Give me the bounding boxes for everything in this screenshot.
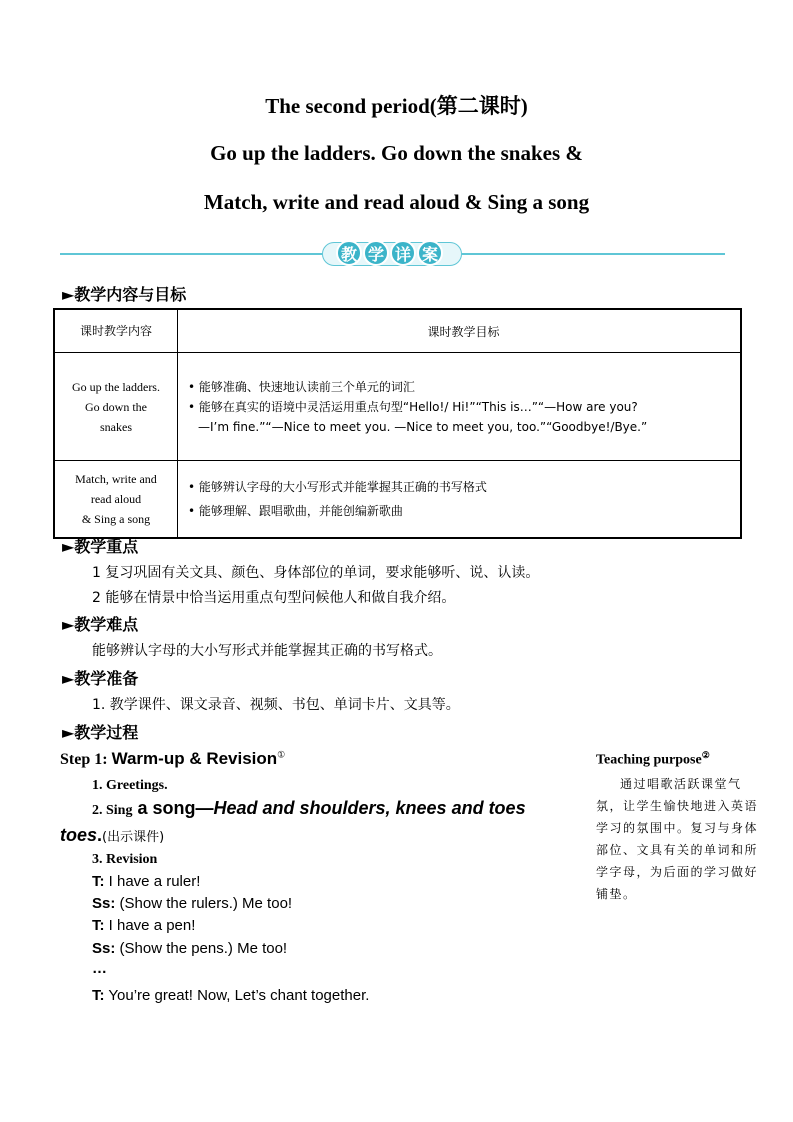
speaker: T: [92,917,105,934]
cell-line: Go down the [85,399,147,414]
heading-difficult-points: ►教学难点 [62,615,139,634]
step-label: Step 1: [60,751,112,768]
utterance: (Show the pens.) Me too! [115,940,288,957]
heading-key-points: ►教学重点 [62,537,139,556]
goal-item: • 能够准确、快速地认读前三个单元的词汇 [188,379,415,394]
speaker: T: [92,873,105,890]
footnote-mark: ② [701,750,710,760]
song-title-end: toes [60,825,98,845]
step-item-greetings: 1. Greetings. [92,778,168,793]
page-title: The second period(第二课时) [265,94,528,118]
utterance: I have a pen! [104,917,196,934]
dialogue-line [92,873,200,890]
footnote-mark: ① [277,749,286,760]
goal-item: • 能够辨认字母的大小写形式并能掌握其正确的书写格式 [188,480,487,494]
goal-item: • 能够理解、跟唱歌曲，并能创编新歌曲 [188,504,403,518]
goal-item: —I’m fine.”“—Nice to meet you. —Nice to meet you, too.”“Goodbye!/Bye.” [198,419,648,434]
table-row [54,353,741,461]
speaker: Ss: [92,895,116,912]
goal-item: • 能够在真实的语境中灵活运用重点句型“Hello!/ Hi!”“This is…”“—How are you? [188,399,638,414]
heading-content-goals: ►教学内容与目标 [62,285,187,304]
dialogue-line [92,987,369,1004]
preparation-item: 1. 教学课件、课文录音、视频、书包、单词卡片、文具等。 [92,697,460,713]
step-item-revision: 3. Revision [92,852,158,867]
speaker: T: [92,987,105,1004]
table-header-row [54,309,741,353]
key-point-item: 1 复习巩固有关文具、颜色、身体部位的单词，要求能够听、说、认读。 [92,565,540,581]
lesson-title-line2: Match, write and read aloud & Sing a song [203,190,590,214]
step-name: Warm-up & Revision [111,749,278,768]
section-banner [322,240,462,268]
song-prefix: a song— [132,798,214,818]
cell-line: snakes [100,419,132,434]
dialogue-line [92,960,107,977]
cell-line: & Sing a song [81,512,151,526]
utterance: (Show the rulers.) Me too! [115,895,293,912]
goals-table [53,308,742,539]
dialogue-line [92,895,292,912]
utterance: You’re great! Now, Let’s chant together. [104,987,370,1004]
table-cell-content [54,461,178,539]
banner-char: 教 [336,240,362,266]
banner-char: 学 [363,240,389,266]
table-row [54,461,741,539]
table-cell-goals [178,461,742,539]
divider-right [462,253,725,255]
cell-line: read aloud [90,492,142,506]
cell-line: Match, write and [75,472,157,486]
heading-process: ►教学过程 [62,723,139,742]
banner-char: 详 [390,240,416,266]
teaching-purpose-note [596,750,768,905]
table-header-cell: 课时教学内容 [54,309,178,353]
divider-left [60,253,322,255]
speaker: … [92,960,107,977]
song-title-wrap [60,825,164,846]
utterance: I have a ruler! [104,873,201,890]
note-body: 通过唱歌活跃课堂气氛，让学生愉快地进入英语学习的氛围中。复习与身体部位、文具有关的单词和所学字母，为后面的学习做好铺垫。 [596,776,759,901]
song-end-punct: . [97,825,103,845]
note-title-text: Teaching purpose [596,752,702,768]
lesson-title-line1: Go up the ladders. Go down the snakes & [210,141,583,165]
heading-preparation: ►教学准备 [62,669,139,688]
table-cell-goals [178,353,742,461]
cell-line: Go up the ladders. [72,379,160,394]
difficult-point-item: 能够辨认字母的大小写形式并能掌握其正确的书写格式。 [92,643,442,659]
speaker: Ss: [92,940,116,957]
step1-title [60,749,285,769]
song-title: Head and shoulders, knees and toes [213,798,526,818]
song-note: (出示课件) [102,830,165,845]
banner-char: 案 [417,240,443,266]
note-title [596,750,768,769]
dialogue-line [92,940,287,957]
table-cell-content [54,353,178,461]
song-number: 2. Sing [92,803,133,818]
step-item-song [92,798,532,819]
key-point-item: 2 能够在情景中恰当运用重点句型问候他人和做自我介绍。 [92,590,456,606]
table-header-cell: 课时教学目标 [178,309,742,353]
dialogue-line [92,917,195,934]
